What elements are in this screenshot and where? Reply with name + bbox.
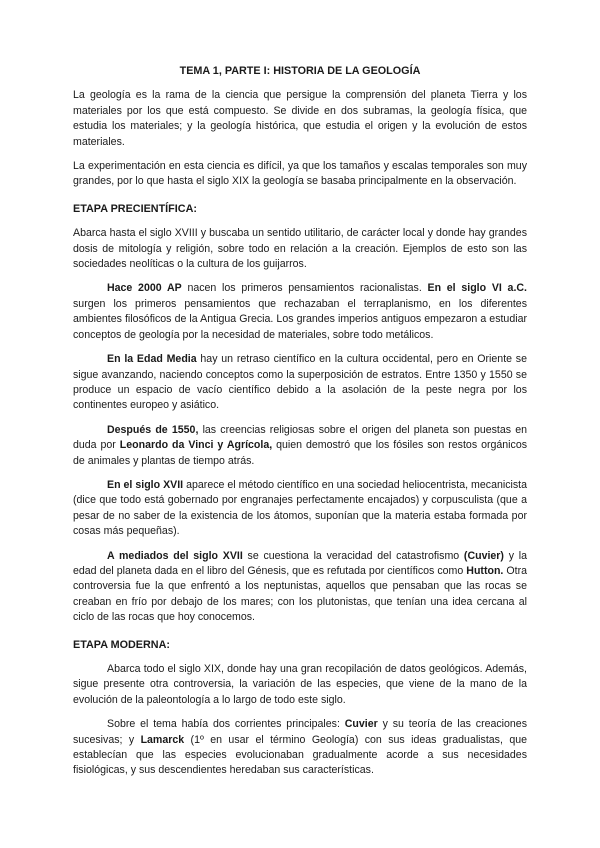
intro-paragraph-1: La geología es la rama de la ciencia que persigue la comprensión del planeta Tierra y los materiales por los que está compuesto. Se divide en dos subramas, la geología física, que estudia los materiales; y la geología histórica, que estudia el origen y la evolución de estos materiales. [73,89,527,148]
bold-phrase: En el siglo XVII [107,478,184,491]
precientifica-paragraph-3 [73,352,527,414]
bold-phrase: En el siglo VI a.C. [427,282,527,295]
moderna-paragraph-1: Abarca todo el siglo XIX, donde hay una gran recopilación de datos geológicos. Además, sigue presente otra controversia, la variación de las especies, que viene de la mano de la evolución de la paleontología a lo largo de todo este siglo. [73,663,527,706]
text-run: Otra controversia fue la que enfrentó a los neptunistas, aquellos que pensaban que las rocas se creaban en frío por debajo de los mares; con los plutonistas, que tenían una idea cercana al ciclo de las rocas que hoy conocemos. [73,564,527,624]
text-run: hay un retraso científico en la cultura occidental, pero en Oriente se sigue avanzando, naciendo conceptos como la superposición de estratos. Entre 1350 y 1550 se produce un espacio de vacío científico debido a la asolación de la peste negra por los continentes europeo y asiático. [73,353,528,412]
precientifica-paragraph-2 [73,281,527,343]
text-run: nacen los primeros pensamientos racionalistas. [181,282,428,295]
text-run: aparece el método científico en una sociedad heliocentrista, mecanicista (dice que todo está gobernado por engranajes perfectamente encajados) y corpusculista (que a pesar de no saber de la existencia de los átomos, suponían que la materia estaba formada por cosas más pequeñas). [73,478,527,538]
text-run: y su teoría de las creaciones sucesivas; y [73,718,527,746]
bold-phrase: A mediados del siglo XVII [107,549,243,562]
text-run: Sobre el tema había dos corrientes principales: [107,718,345,731]
bold-phrase: Hace 2000 AP [107,282,182,295]
text-run: las creencias religiosas sobre el origen del planeta son puestas en duda por [73,423,528,452]
bold-phrase: Después de 1550, [107,423,199,436]
bold-phrase: Cuvier [344,718,378,731]
document-title: TEMA 1, PARTE I: HISTORIA DE LA GEOLOGÍA [179,65,421,77]
text-run: (1º en usar el término Geología) con sus ideas gradualistas, que establecían que las especies evolucionaban gradualmente acorde a sus necesidades fisiológicas, y sus descendientes heredaban sus características. [73,733,527,777]
bold-phrase: (Cuvier) [463,549,504,562]
bold-phrase: Hutton. [466,564,504,577]
text-run: surgen los primeros pensamientos que rechazaban el terraplanismo, en los diferentes ambientes filosóficos de la Antigua Grecia. Los grandes imperios antiguos empezaron a estudiar conceptos de geología por la necesidad de materiales, sobre todo metálicos. [73,297,527,341]
precientifica-paragraph-4 [73,423,527,469]
bold-phrase: Leonardo da Vinci y Agrícola, [119,439,273,452]
text-run: y la edad del planeta dada en el libro del Génesis, que es refutada por científicos como [73,549,528,577]
precientifica-paragraph-1: Abarca hasta el siglo XVIII y buscaba un sentido utilitario, de carácter local y donde hay grandes dosis de mitología y religión, sobre todo en relación a la creación. Ejemplos de esto son las sociedades neolíticas o la cultura de los guijarros. [73,227,527,271]
intro-paragraph-2: La experimentación en esta ciencia es difícil, ya que los tamaños y escalas temporales son muy grandes, por lo que hasta el siglo XIX la geología se basaba principalmente en la observación. [73,160,527,188]
precientifica-paragraph-6 [73,549,527,626]
text-run: se cuestiona la veracidad del catastrofismo [242,549,464,562]
bold-phrase: Lamarck [140,733,185,746]
section-heading-moderna: ETAPA MODERNA: [73,638,170,651]
section-heading-precientifica: ETAPA PRECIENTÍFICA: [73,202,197,215]
moderna-paragraph-2 [73,717,527,779]
precientifica-paragraph-5 [73,478,527,540]
bold-phrase: En la Edad Media [107,353,197,366]
text-run: quien demostró que los fósiles son restos orgánicos de animales y plantas de tiempo atrás. [73,439,528,467]
